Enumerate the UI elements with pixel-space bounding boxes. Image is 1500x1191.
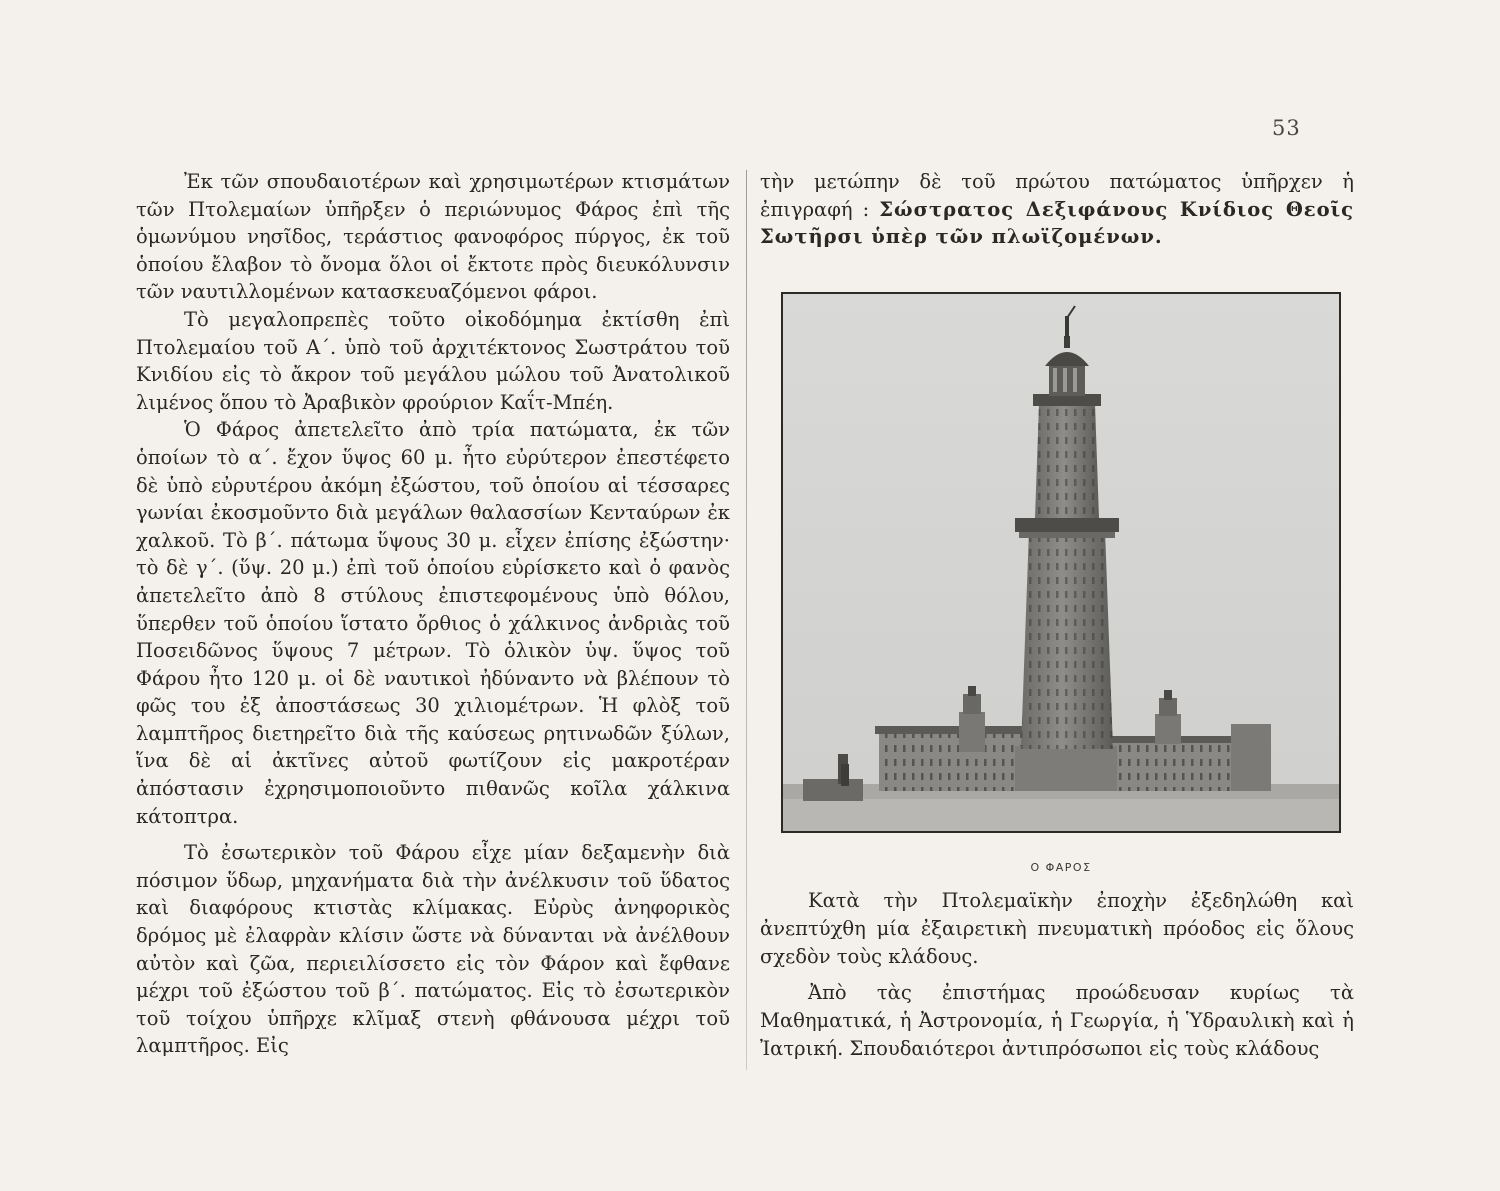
inscription-paragraph (760, 168, 1354, 251)
figure-caption: Ο ΦΑΡΟΣ (1030, 861, 1092, 874)
pharos-figure (781, 292, 1341, 833)
left-column (136, 168, 730, 1060)
paragraph-interior: Τὸ ἐσωτερικὸν τοῦ Φάρου εἶχε μίαν δεξαμενὴν διὰ πόσιμον ὕδωρ, μηχανήματα διὰ τὴν ἀνέλκυσιν τοῦ ὕδατος καὶ διαφόρους κτιστὰς κλίμακας. Εὐρὺς ἀνηφορικὸς δρόμος μὲ ἐλαφρὰν κλίσιν ὥστε νὰ δύνανται νὰ ἀνέλθουν αὐτὸν καὶ ζῶα, περιειλίσσετο εἰς τὸν Φάρον καὶ ἔφθανε μέχρι τοῦ ἐξώστου τοῦ β΄. πατώματος. Εἰς τὸ ἐσωτερικὸν τοῦ τοίχου ὑπῆρχε κλῖμαξ στενὴ φθάνουσα μέχρι τοῦ λαμπτῆρος. Εἰς (136, 841, 730, 1058)
paragraph-pharos-intro: Ἐκ τῶν σπουδαιοτέρων καὶ χρησιμωτέρων κτισμάτων τῶν Πτολεμαίων ὑπῆρξεν ὁ περιώνυμος Φάρος ἐπὶ τῆς ὁμωνύμου νησῖδος, τεράστιος φανοφόρος πύργος, ἐκ τοῦ ὁποίου ἔλαβον τὸ ὄνομα ὅλοι οἱ ἔκτοτε πρὸς διευκόλυνσιν τῶν ναυτιλλομένων κατασκευαζόμενοι φάροι. (136, 170, 730, 304)
paragraph-ptolemaic-era: Κατὰ τὴν Πτολεμαϊκὴν ἐποχὴν ἐξεδηλώθη καὶ ἀνεπτύχθη μία ἐξαιρετικὴ πνευματικὴ πρόοδος εἰς ὅλους σχεδὸν τοὺς κλάδους. (760, 889, 1354, 968)
paragraph-structure: Ὁ Φάρος ἀπετελεῖτο ἀπὸ τρία πατώματα, ἐκ τῶν ὁποίων τὸ α΄. ἔχον ὕψος 60 μ. ἦτο εὐρύτερον ἐπεστέφετο δὲ ὑπὸ εὐρυτέρου ἀκόμη ἐξώστου, τοῦ ὁποίου αἱ τέσσαρες γωνίαι ἐκοσμοῦντο διὰ μεγάλων θαλασσίων Κενταύρων ἐκ χαλκοῦ. Τὸ β΄. πάτωμα ὕψους 30 μ. εἶχεν ἐπίσης ἐξώστην· τὸ δὲ γ΄. (ὕψ. 20 μ.) ἐπὶ τοῦ ὁποίου εὑρίσκετο καὶ ὁ φανὸς ἀπετελεῖτο ἀπὸ 8 στύλους ἐπιστεφομένους ὑπὸ θόλου, ὕπερθεν τοῦ ὁποίου ἵστατο ὄρθιος ὁ χάλκινος ἀνδριὰς τοῦ Ποσειδῶνος ὕψους 7 μέτρων. Τὸ ὁλικὸν ὑψ. ὕψος τοῦ Φάρου ἦτο 120 μ. οἱ δὲ ναυτικοὶ ἠδύναντο νὰ βλέπουν τὸ φῶς του ἐξ ἀποστάσεως 30 χιλιομέτρων. Ἡ φλὸξ τοῦ λαμπτῆρος διετηρεῖτο διὰ τῆς καύσεως ρητινωδῶν ξύλων, ἵνα δὲ αἱ ἀκτῖνες αὐτοῦ φωτίζουν εἰς μακροτέραν ἀπόστασιν ἐχρησιμοποιοῦντο πιθανῶς κοῖλα χάλκινα κάτοπτρα. (136, 418, 730, 828)
paragraph-construction: Τὸ μεγαλοπρεπὲς τοῦτο οἰκοδόμημα ἐκτίσθη ἐπὶ Πτολεμαίου τοῦ Α΄. ὑπὸ τοῦ ἀρχιτέκτονος Σωστράτου τοῦ Κνιδίου εἰς τὸ ἄκρον τοῦ μεγάλου μώλου τοῦ Ἀνατολικοῦ λιμένος ὅπου τὸ Ἀραβικὸν φρούριον Καΐτ-Μπέη. (136, 307, 730, 414)
paragraph-sciences: Ἀπὸ τὰς ἐπιστήμας προώδευσαν κυρίως τὰ Μαθηματικά, ἡ Ἀστρονομία, ἡ Γεωργία, ἡ Ὑδραυλικὴ καὶ ἡ Ἰατρική. Σπουδαιότεροι ἀντιπρόσωποι εἰς τοὺς κλάδους (760, 981, 1354, 1060)
inscription-text: Σώστρατος Δεξιφάνους Κνίδιος Θεοῖς Σωτῆρσι ὑπὲρ τῶν πλωϊζομένων. (760, 197, 1354, 249)
page-number: 53 (1272, 116, 1301, 140)
inscription-intro: τὴν μετώπην δὲ τοῦ πρώτου πατώματος ὑπῆρχεν ἡ ἐπιγραφή : (760, 170, 1354, 221)
column-divider (746, 170, 747, 1070)
lighthouse-illustration-icon (783, 294, 1339, 831)
right-column-top (760, 168, 1354, 251)
right-column-bottom (760, 887, 1354, 1063)
